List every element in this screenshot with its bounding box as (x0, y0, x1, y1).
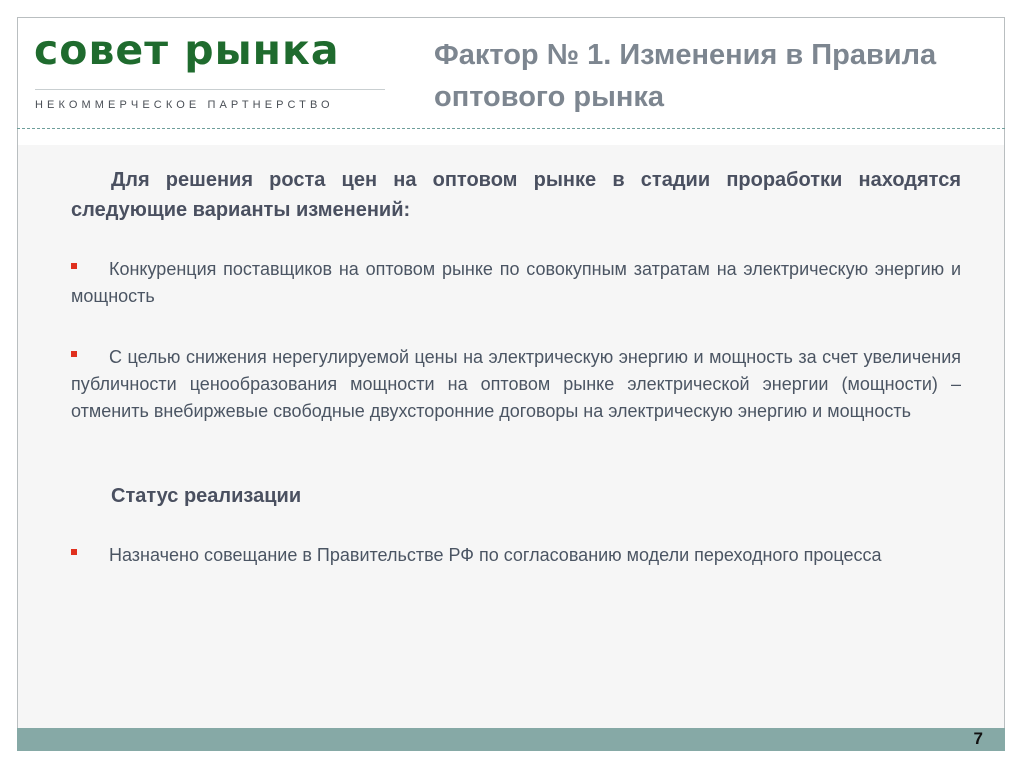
slide-title: Фактор № 1. Изменения в Правила оптового рынка (434, 39, 937, 113)
bullet-item (71, 344, 961, 425)
header-divider (17, 128, 1005, 129)
status-bullet-item (71, 542, 961, 569)
footer-bar (17, 728, 1005, 751)
logo-title: совет рынка (34, 26, 340, 74)
logo-divider (35, 89, 385, 90)
intro-paragraph: Для решения роста цен на оптовом рынке в стадии проработки находятся следующие варианты изменений: (71, 169, 961, 221)
bullet-text: Конкуренция поставщиков на оптовом рынке по совокупным затратам на электрическую энергию и мощность (71, 259, 961, 306)
bullet-text: Назначено совещание в Правительстве РФ по согласованию модели переходного процесса (109, 545, 882, 565)
page-number: 7 (973, 729, 983, 748)
bullet-marker-icon (71, 549, 77, 555)
status-heading: Статус реализации (111, 485, 302, 507)
logo-subtitle: НЕКОММЕРЧЕСКОЕ ПАРТНЕРСТВО (35, 99, 334, 111)
bullet-marker-icon (71, 263, 77, 269)
bullet-text: С целью снижения нерегулируемой цены на электрическую энергию и мощность за счет увеличения публичности ценообразования мощности на оптовом рынке электрической энергии (мощности) – отменить внебиржевые свободные двухсторонние договоры на электрическую энергию и мощность (71, 347, 961, 421)
bullet-item (71, 256, 961, 310)
bullet-marker-icon (71, 351, 77, 357)
content-panel (18, 145, 1004, 728)
